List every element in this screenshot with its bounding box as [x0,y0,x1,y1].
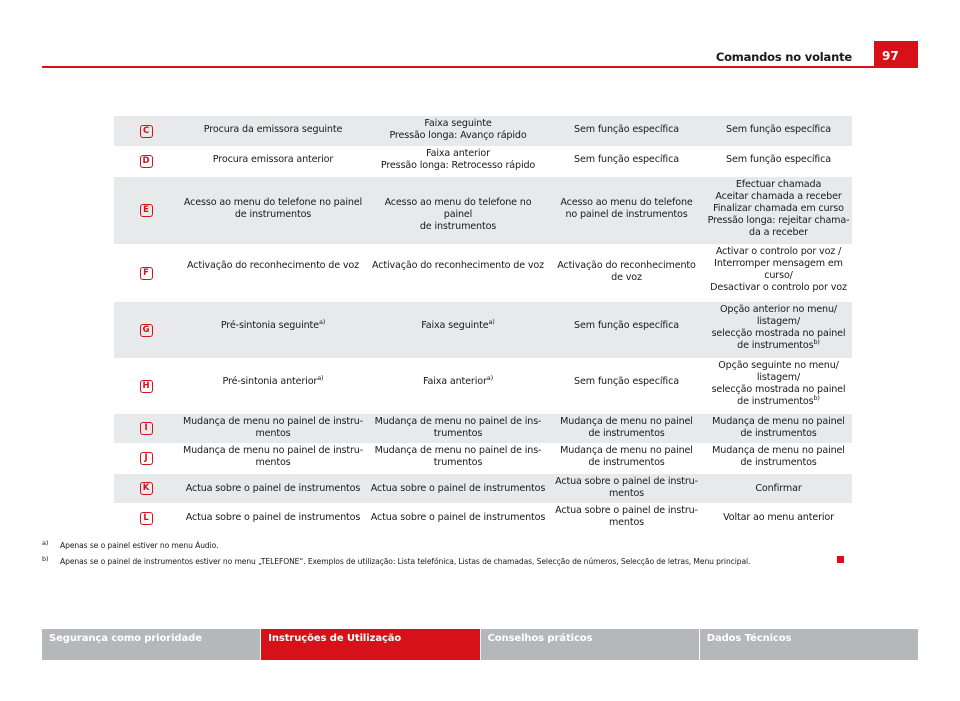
nav-tab-conselhos[interactable]: Conselhos práticos [481,629,699,660]
cell-text: Confirmar [755,483,802,494]
control-key-badge: L [140,512,153,525]
cell-text: Mudança de menu no painel de ins- [374,445,542,456]
cell-text: Faixa anterior [426,148,490,159]
cell-text: Activação do reconhecimento [557,260,696,271]
cell-line [180,512,366,524]
section-end-marker [837,556,844,563]
cell-line [707,328,850,340]
bottom-chapter-nav [42,629,918,660]
cell-text: de instrumentos [740,457,817,468]
cell-text: Faixa seguinte [424,118,492,129]
cell-line [370,221,546,233]
function-cell [548,474,705,503]
cell-line [707,124,850,136]
footnote-reference: b) [813,393,820,402]
cell-text: de voz [611,272,642,283]
cell-text: Actua sobre o painel de instrumentos [185,483,361,494]
function-cell [368,358,548,414]
cell-line [550,260,703,272]
cell-line [180,260,366,272]
control-key-badge: G [140,324,153,337]
cell-line [370,445,546,457]
control-key-badge: F [140,267,153,280]
cell-text: de instrumentos [588,457,665,468]
control-key-cell [114,116,178,146]
cell-text: Actua sobre o painel de instrumentos [370,512,546,523]
cell-line [550,428,703,440]
table-row [114,503,852,533]
control-key-badge: C [140,125,153,138]
cell-text: Acesso ao menu do telefone [560,197,693,208]
function-cell [178,116,368,146]
cell-text: Acesso ao menu do telefone no painel [384,197,532,220]
cell-text: Mudança de menu no painel de instru- [182,445,364,456]
function-cell [548,302,705,358]
cell-line [180,416,366,428]
footnote-mark: b) [42,555,49,563]
cell-text: Sem função específica [726,154,831,165]
cell-line [707,246,850,258]
steering-wheel-controls-table [114,116,852,533]
cell-line [370,160,546,172]
function-cell [548,146,705,177]
cell-line [550,445,703,457]
control-key-cell [114,358,178,414]
footnote-b [42,557,842,567]
cell-line [707,191,850,203]
control-key-badge: J [140,452,153,465]
cell-line [370,317,546,332]
cell-text: Faixa seguinte [421,320,489,331]
cell-text: de instrumentos [234,209,312,220]
control-key-cell [114,302,178,358]
nav-tab-seguranca[interactable]: Segurança como prioridade [42,629,260,660]
control-key-cell [114,443,178,474]
footnotes [42,541,842,573]
cell-line [370,428,546,440]
function-cell [178,358,368,414]
control-key-badge: D [140,155,153,168]
cell-text: Finalizar chamada em curso [713,203,844,214]
function-cell [368,177,548,244]
cell-text: Sem função específica [574,124,679,135]
cell-line [707,372,850,384]
cell-text: curso/ [764,270,793,281]
function-cell [548,244,705,302]
cell-text: mentos [255,457,291,468]
cell-text: Mudança de menu no painel [712,416,845,427]
cell-text: Mudança de menu no painel [712,445,845,456]
cell-text: listagem/ [756,316,801,327]
cell-line [180,124,366,136]
function-cell [368,474,548,503]
cell-line [707,457,850,469]
cell-text: da a receber [749,227,808,238]
cell-line [180,209,366,221]
cell-line [550,320,703,332]
control-key-cell [114,503,178,533]
table-row [114,177,852,244]
cell-text: Mudança de menu no painel [560,445,693,456]
cell-line [370,197,546,221]
function-cell [705,414,852,443]
cell-text: Pressão longa: Avanço rápido [389,130,527,141]
table-row [114,116,852,146]
cell-line [707,227,850,239]
page-header-title: Comandos no volante [715,50,852,64]
cell-line [550,476,703,488]
cell-line [370,148,546,160]
table-row [114,146,852,177]
function-cell [705,443,852,474]
cell-line [707,428,850,440]
function-cell [705,474,852,503]
cell-line [707,416,850,428]
function-cell [178,177,368,244]
cell-line [370,118,546,130]
cell-text: Procura emissora anterior [212,154,334,165]
function-cell [178,146,368,177]
control-key-cell [114,244,178,302]
control-key-badge: H [140,380,153,393]
function-cell [178,503,368,533]
cell-text: mentos [608,488,645,499]
function-cell [178,414,368,443]
cell-line [550,416,703,428]
control-key-badge: K [140,482,153,495]
cell-text: Activação do reconhecimento de voz [186,260,360,271]
function-cell [368,116,548,146]
cell-line [707,215,850,227]
cell-text: Activar o controlo por voz / [715,246,842,257]
function-cell [368,302,548,358]
cell-line [550,154,703,166]
cell-text: Sem função específica [574,320,679,331]
cell-line [550,488,703,500]
cell-line [707,179,850,191]
cell-text: Mudança de menu no painel de instru- [182,416,364,427]
cell-line [550,457,703,469]
cell-line [180,317,366,332]
cell-line [550,505,703,517]
footnote-reference: a) [318,317,326,326]
cell-line [550,272,703,284]
cell-text: de instrumentos [419,221,497,232]
cell-text: Efectuar chamada [735,179,822,190]
cell-line [180,373,366,388]
function-cell [368,244,548,302]
cell-text: Actua sobre o painel de instrumentos [185,512,361,523]
table-row [114,414,852,443]
cell-line [550,209,703,221]
nav-tab-instrucoes[interactable]: Instruções de Utilização [261,629,479,660]
function-cell [705,358,852,414]
footnote-reference: b) [813,337,820,346]
function-cell [548,116,705,146]
cell-text: selecção mostrada no painel [711,384,846,395]
cell-line [370,260,546,272]
cell-line [370,416,546,428]
cell-line [707,445,850,457]
cell-line [707,393,850,408]
function-cell [178,244,368,302]
cell-text: trumentos [433,457,483,468]
cell-line [707,316,850,328]
cell-line [550,376,703,388]
cell-text: de instrumentos [740,428,817,439]
cell-text: Pressão longa: Retrocesso rápido [380,160,536,171]
cell-text: Interromper mensagem em [714,258,843,269]
cell-line [550,124,703,136]
cell-text: Sem função específica [726,124,831,135]
cell-text: no painel de instrumentos [565,209,688,220]
cell-text: Sem função específica [574,154,679,165]
cell-text: Actua sobre o painel de instru- [555,476,698,487]
cell-text: Aceitar chamada a receber [715,191,842,202]
header-rule [42,66,918,68]
cell-text: de instrumentos [737,396,814,407]
function-cell [705,177,852,244]
footnote-reference: a) [486,373,493,382]
footnote-text: Apenas se o painel de instrumentos estiver no menu „TELEFONE“. Exemplos de utilização: Lista telefónica, Listas de chamadas, Selecção de números, Selecção de letras, Menu principal. [60,557,751,566]
cell-line [707,512,850,524]
cell-line [707,384,850,396]
function-cell [548,443,705,474]
cell-text: listagem/ [756,372,801,383]
cell-text: selecção mostrada no painel [711,328,846,339]
function-cell [548,503,705,533]
function-cell [705,302,852,358]
footnote-mark: a) [42,539,49,547]
cell-line [707,258,850,270]
footnote-text: Apenas se o painel estiver no menu Áudio. [60,541,219,550]
cell-line [370,512,546,524]
cell-text: Pressão longa: rejeitar chama- [707,215,850,226]
table-row [114,443,852,474]
function-cell [548,177,705,244]
cell-line [707,282,850,294]
cell-text: de instrumentos [588,428,665,439]
cell-line [370,130,546,142]
control-key-cell [114,414,178,443]
function-cell [368,414,548,443]
cell-line [550,517,703,529]
cell-text: Pré-sintonia seguinte [220,320,319,331]
function-cell [178,474,368,503]
cell-line [707,270,850,282]
cell-line [707,203,850,215]
nav-tab-dados-tecnicos[interactable]: Dados Técnicos [700,629,918,660]
cell-line [180,483,366,495]
cell-text: Faixa anterior [423,376,487,387]
cell-text: mentos [255,428,291,439]
cell-text: trumentos [433,428,483,439]
control-key-cell [114,177,178,244]
cell-line [550,197,703,209]
control-key-badge: I [140,422,153,435]
function-cell [705,116,852,146]
cell-line [180,428,366,440]
cell-text: de instrumentos [737,340,814,351]
cell-line [707,154,850,166]
page-number: 97 [874,41,918,68]
cell-text: Sem função específica [574,376,679,387]
cell-text: Activação do reconhecimento de voz [371,260,545,271]
cell-line [707,483,850,495]
function-cell [368,503,548,533]
cell-text: Acesso ao menu do telefone no painel [183,197,363,208]
cell-text: Actua sobre o painel de instru- [555,505,698,516]
control-key-cell [114,146,178,177]
footnote-reference: a) [317,373,324,382]
cell-text: Pré-sintonia anterior [222,376,318,387]
table-row [114,244,852,302]
cell-line [370,483,546,495]
cell-line [707,304,850,316]
control-key-badge: E [140,204,153,217]
cell-line [707,360,850,372]
table-row [114,474,852,503]
cell-text: Procura da emissora seguinte [203,124,343,135]
cell-text: Opção seguinte no menu/ [718,360,839,371]
cell-line [180,197,366,209]
cell-text: Mudança de menu no painel de ins- [374,416,542,427]
table-row [114,302,852,358]
cell-line [370,373,546,388]
function-cell [548,414,705,443]
cell-line [180,445,366,457]
cell-line [180,154,366,166]
cell-line [707,337,850,352]
function-cell [705,503,852,533]
function-cell [548,358,705,414]
cell-line [370,457,546,469]
function-cell [368,146,548,177]
function-cell [705,244,852,302]
function-cell [368,443,548,474]
function-cell [705,146,852,177]
cell-text: Actua sobre o painel de instrumentos [370,483,546,494]
function-cell [178,443,368,474]
cell-text: mentos [608,517,645,528]
function-cell [178,302,368,358]
control-key-cell [114,474,178,503]
table-row [114,358,852,414]
cell-line [180,457,366,469]
cell-text: Desactivar o controlo por voz [710,282,847,293]
footnote-a [42,541,842,551]
cell-text: Mudança de menu no painel [560,416,693,427]
cell-text: Voltar ao menu anterior [723,512,834,523]
cell-text: Opção anterior no menu/ [719,304,837,315]
footnote-reference: a) [488,317,495,326]
